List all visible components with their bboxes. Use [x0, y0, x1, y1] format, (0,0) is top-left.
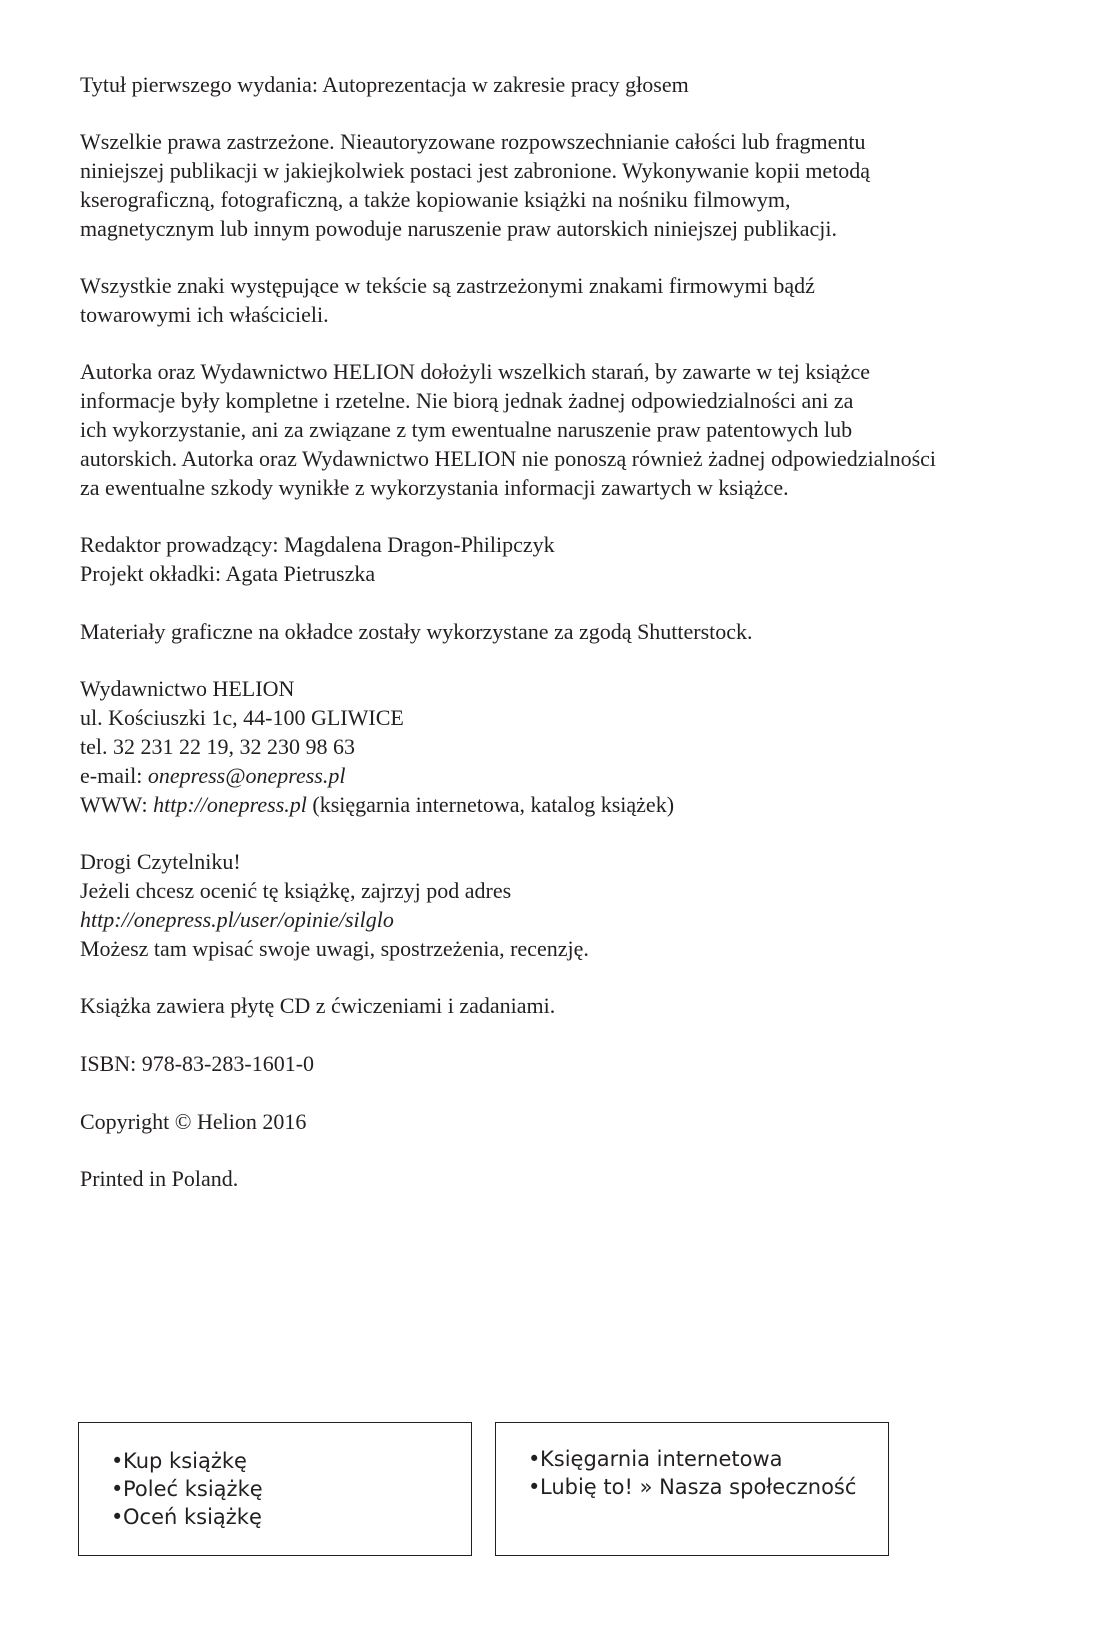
email-link[interactable]: onepress@onepress.pl — [147, 763, 346, 788]
rights-line: magnetycznym lub innym powoduje naruszenie praw autorskich niniejszej publikacji. — [80, 216, 837, 241]
www-link[interactable]: http://onepress.pl — [153, 792, 307, 817]
trademarks-line: towarowymi ich właścicieli. — [80, 302, 329, 327]
recommend-book-label: Poleć książkę — [123, 1477, 263, 1501]
disclaimer-line: autorskich. Autorka oraz Wydawnictwo HELION nie ponoszą również żadnej odpowiedzialności — [80, 446, 937, 471]
rate-book-label: Oceń książkę — [123, 1505, 262, 1529]
bullet-icon: • — [111, 1505, 124, 1529]
community-label: Lubię to! » Nasza społeczność — [540, 1475, 857, 1499]
printed-note — [80, 1164, 1040, 1193]
community-link[interactable] — [528, 1473, 856, 1501]
rights-line: kserograficzną, fotograficzną, a także kopiowanie książki na nośniku filmowym, — [80, 187, 791, 212]
publisher-phone: tel. 32 231 22 19, 32 230 98 63 — [80, 734, 355, 759]
online-bookstore-label: Księgarnia internetowa — [540, 1447, 783, 1471]
publisher-name: Wydawnictwo HELION — [80, 676, 295, 701]
www-label: WWW: — [80, 792, 154, 817]
publisher-address: ul. Kościuszki 1c, 44-100 GLIWICE — [80, 705, 404, 730]
book-actions-box — [78, 1422, 472, 1556]
printed-line: Printed in Poland. — [80, 1166, 239, 1191]
opinion-link[interactable]: http://onepress.pl/user/opinie/silglo — [80, 907, 394, 932]
buy-book-link[interactable] — [111, 1447, 263, 1475]
editor-credit: Redaktor prowadzący: Magdalena Dragon-Philipczyk — [80, 532, 555, 557]
credits-paragraph — [80, 530, 1040, 588]
isbn-line: ISBN: 978-83-283-1601-0 — [80, 1051, 315, 1076]
recommend-book-link[interactable] — [111, 1475, 263, 1503]
reader-greeting: Drogi Czytelniku! — [80, 849, 241, 874]
buy-book-label: Kup książkę — [123, 1449, 247, 1473]
trademarks-line: Wszystkie znaki występujące w tekście są zastrzeżonymi znakami firmowymi bądź — [80, 273, 815, 298]
graphics-line: Materiały graficzne na okładce zostały wykorzystane za zgodą Shutterstock. — [80, 619, 753, 644]
bullet-icon: • — [528, 1447, 541, 1471]
reader-prompt: Jeżeli chcesz ocenić tę książkę, zajrzyj pod adres — [80, 878, 512, 903]
store-links-list — [528, 1445, 856, 1501]
cover-credit: Projekt okładki: Agata Pietruszka — [80, 561, 376, 586]
publisher-info — [80, 674, 1040, 819]
publisher-www-line — [80, 790, 1040, 819]
reader-invite: Możesz tam wpisać swoje uwagi, spostrzeżenia, recenzję. — [80, 936, 589, 961]
rights-paragraph — [80, 127, 1040, 243]
disclaimer-line: ich wykorzystanie, ani za związane z tym ewentualne naruszenie praw patentowych lub — [80, 417, 853, 442]
rights-line: Wszelkie prawa zastrzeżone. Nieautoryzowane rozpowszechnianie całości lub fragmentu — [80, 129, 866, 154]
graphics-note — [80, 617, 1040, 646]
rights-line: niniejszej publikacji w jakiejkolwiek postaci jest zabronione. Wykonywanie kopii metodą — [80, 158, 871, 183]
trademarks-paragraph — [80, 271, 1040, 329]
first-edition-title — [80, 70, 1040, 99]
store-links-box — [495, 1422, 889, 1556]
rate-book-link[interactable] — [111, 1503, 263, 1531]
email-label: e-mail: — [80, 763, 148, 788]
disclaimer-paragraph — [80, 357, 1040, 502]
bullet-icon: • — [111, 1449, 124, 1473]
disclaimer-line: za ewentualne szkody wynikłe z wykorzystania informacji zawartych w książce. — [80, 475, 789, 500]
publisher-email-line — [80, 761, 1040, 790]
cd-note-line: Książka zawiera płytę CD z ćwiczeniami i zadaniami. — [80, 993, 556, 1018]
reader-url-line — [80, 905, 1040, 934]
bullet-icon: • — [111, 1477, 124, 1501]
cd-note — [80, 991, 1040, 1020]
reader-paragraph — [80, 847, 1040, 963]
disclaimer-line: Autorka oraz Wydawnictwo HELION dołożyli wszelkich starań, by zawarte w tej książce — [80, 359, 870, 384]
first-edition-line: Tytuł pierwszego wydania: Autoprezentacja w zakresie pracy głosem — [80, 72, 689, 97]
book-actions-list — [111, 1447, 263, 1531]
disclaimer-line: informacje były kompletne i rzetelne. Nie biorą jednak żadnej odpowiedzialności ani za — [80, 388, 854, 413]
copyright-notice — [80, 1107, 1040, 1136]
online-bookstore-link[interactable] — [528, 1445, 856, 1473]
www-note: (księgarnia internetowa, katalog książek) — [306, 792, 675, 817]
bullet-icon: • — [528, 1475, 541, 1499]
isbn — [80, 1049, 1040, 1078]
copyright-line: Copyright © Helion 2016 — [80, 1109, 307, 1134]
